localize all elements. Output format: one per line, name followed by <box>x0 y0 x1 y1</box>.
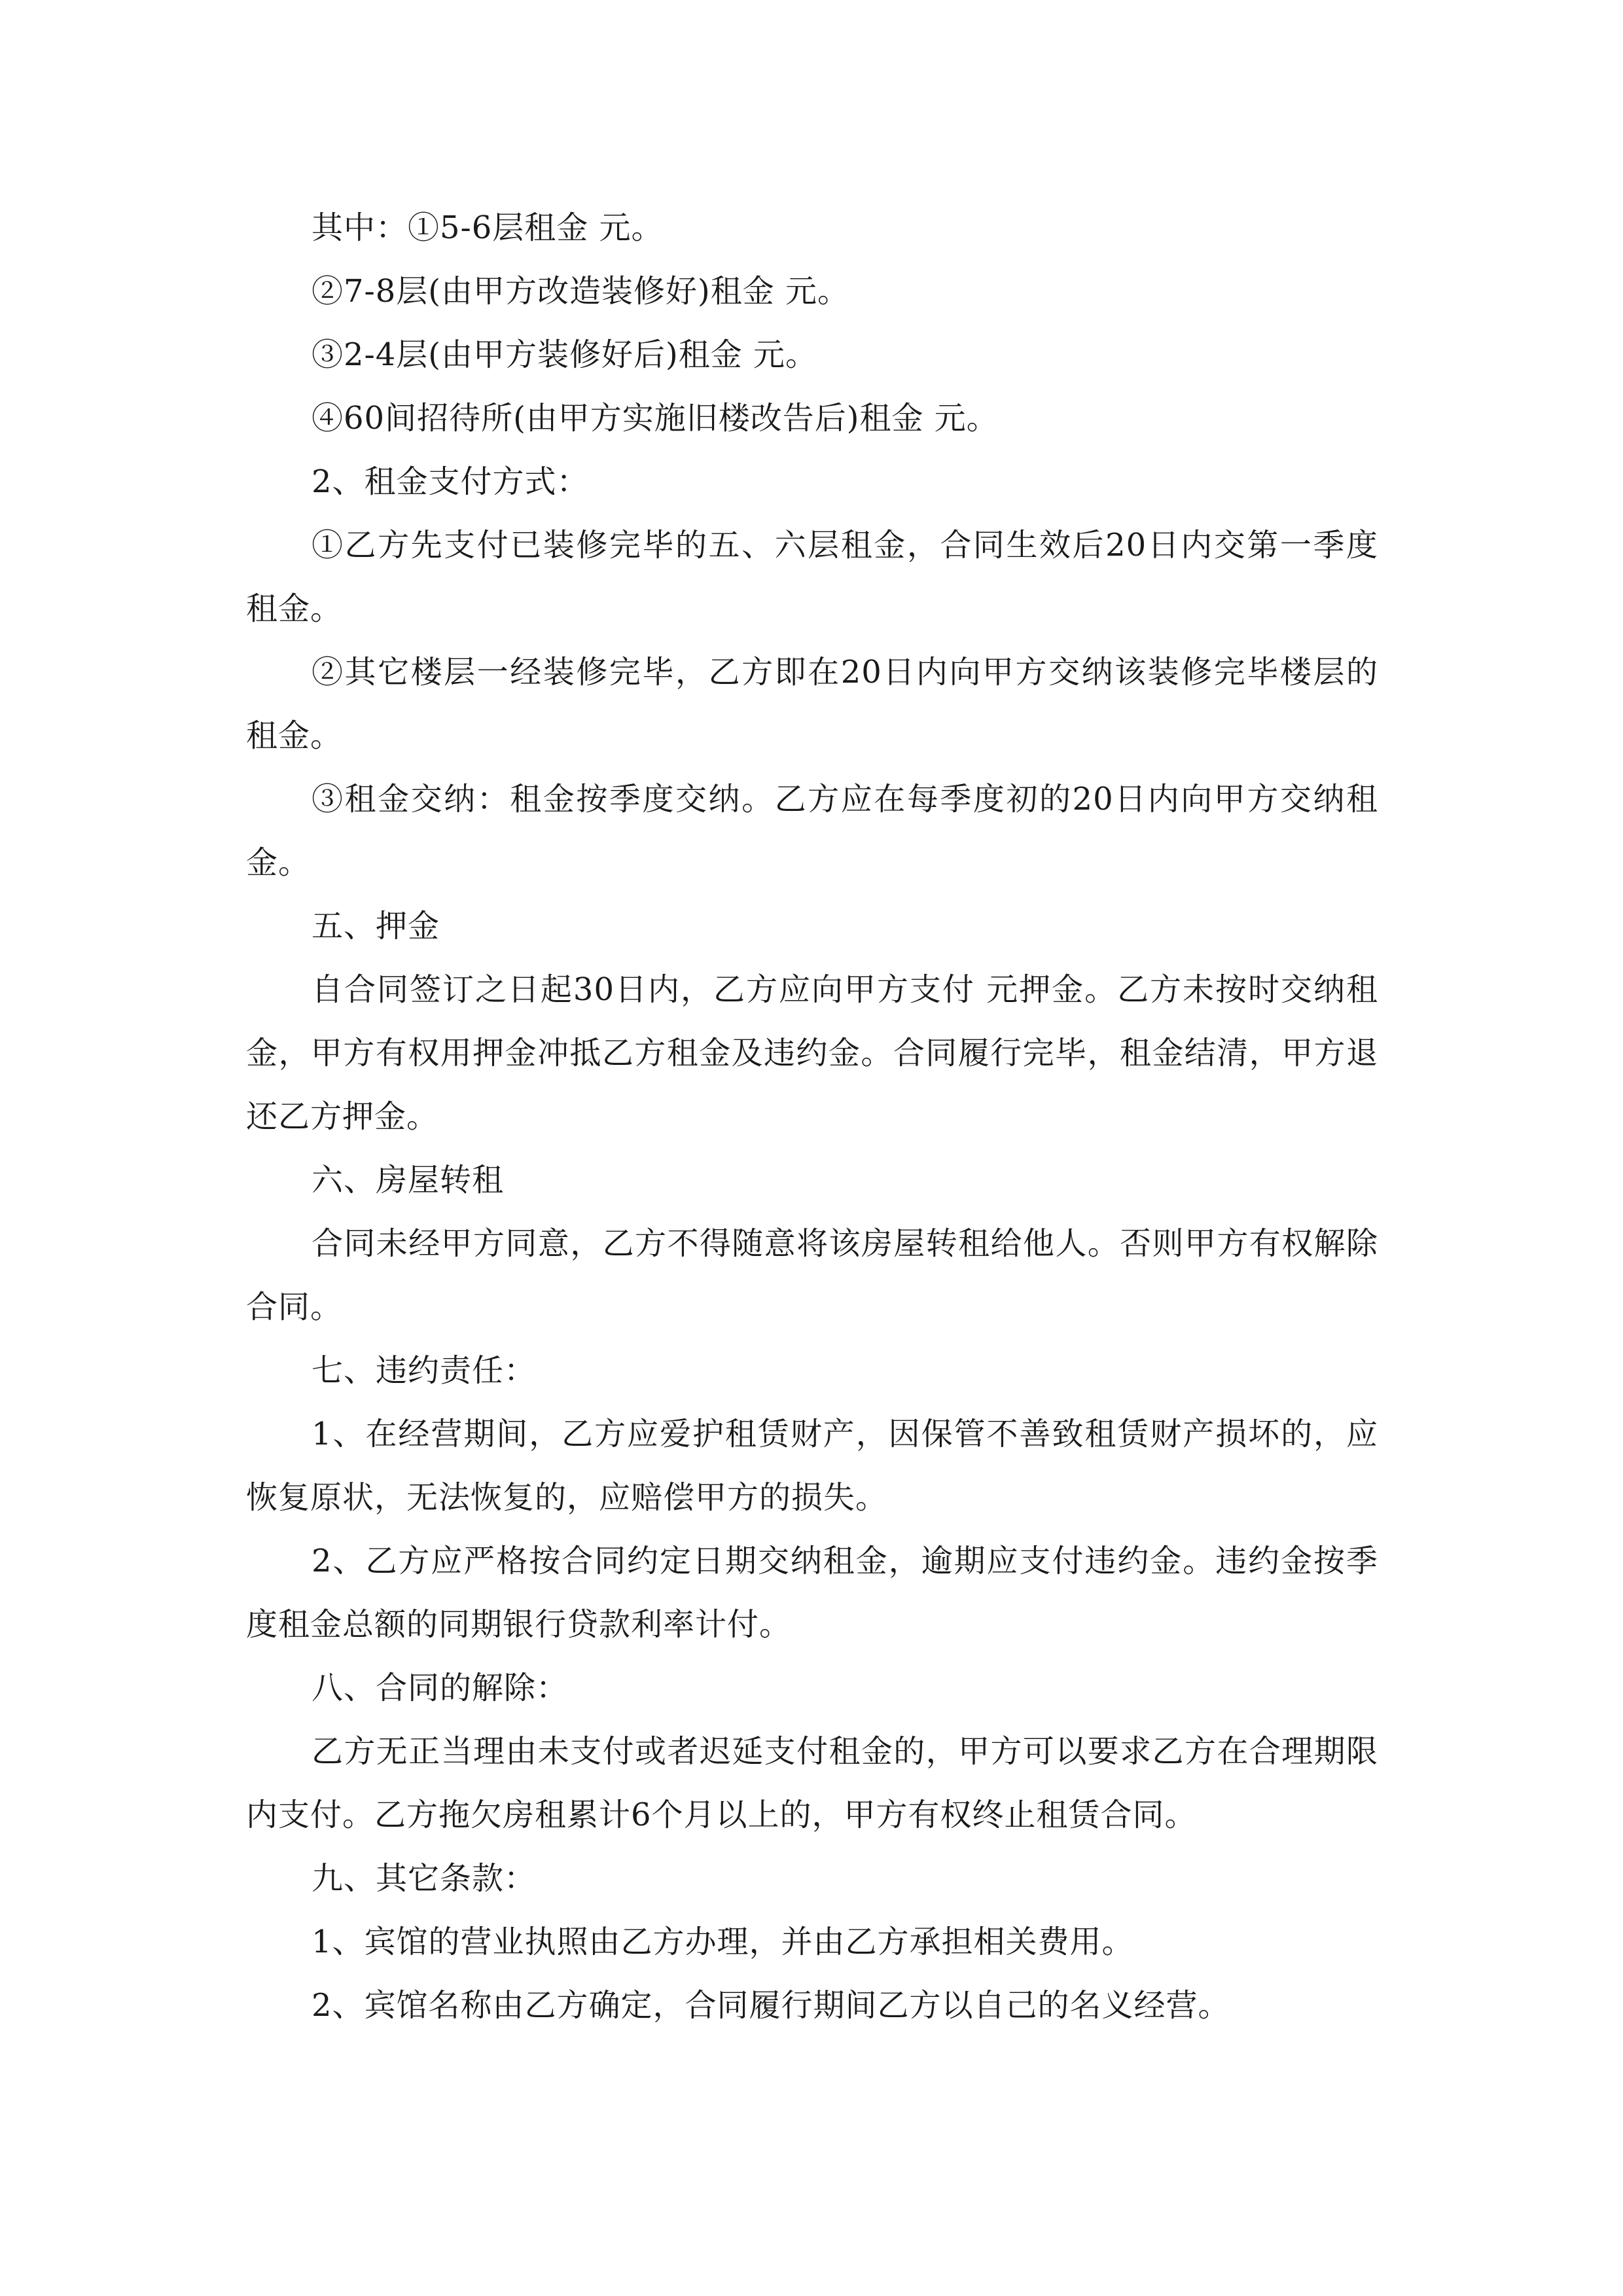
payment-clause-3: ③租金交纳：租金按季度交纳。乙方应在每季度初的20日内向甲方交纳租金。 <box>246 781 1378 881</box>
rent-item-guesthouse: ④60间招待所(由甲方实施旧楼改告后)租金 元。 <box>312 400 999 437</box>
payment-clause-2: ②其它楼层一经装修完毕，乙方即在20日内向甲方交纳该装修完毕楼层的租金。 <box>246 654 1378 754</box>
document-body <box>246 196 1378 2037</box>
deposit-heading: 五、押金 <box>312 908 440 944</box>
liability-clause-2: 2、乙方应严格按合同约定日期交纳租金，逾期应支付违约金。违约金按季度租金总额的同期银行贷款利率计付。 <box>246 1543 1378 1643</box>
termination-clause: 乙方无正当理由未支付或者迟延支付租金的，甲方可以要求乙方在合理期限内支付。乙方拖欠房租累计6个月以上的，甲方有权终止租赁合同。 <box>246 1733 1378 1833</box>
liability-clause-1: 1、在经营期间，乙方应爱护租赁财产，因保管不善致租赁财产损坏的，应恢复原状，无法恢复的，应赔偿甲方的损失。 <box>246 1416 1378 1516</box>
payment-clause-1: ①乙方先支付已装修完毕的五、六层租金，合同生效后20日内交第一季度租金。 <box>246 527 1378 627</box>
sublease-clause: 合同未经甲方同意，乙方不得随意将该房屋转租给他人。否则甲方有权解除合同。 <box>246 1225 1378 1325</box>
other-terms-clause-1: 1、宾馆的营业执照由乙方办理，并由乙方承担相关费用。 <box>312 1924 1134 1960</box>
rent-item-floors-7-8: ②7-8层(由甲方改造装修好)租金 元。 <box>312 273 850 310</box>
liability-heading: 七、违约责任： <box>312 1352 537 1389</box>
termination-heading: 八、合同的解除： <box>312 1670 569 1706</box>
deposit-clause: 自合同签订之日起30日内，乙方应向甲方支付 元押金。乙方未按时交纳租金，甲方有权用押金冲抵乙方租金及违约金。合同履行完毕，租金结清，甲方退还乙方押金。 <box>246 971 1378 1135</box>
payment-method-heading: 2、租金支付方式： <box>312 463 589 500</box>
rent-item-floors-2-4: ③2-4层(由甲方装修好后)租金 元。 <box>312 336 818 373</box>
other-terms-heading: 九、其它条款： <box>312 1860 537 1897</box>
other-terms-clause-2: 2、宾馆名称由乙方确定，合同履行期间乙方以自己的名义经营。 <box>312 1987 1230 2024</box>
sublease-heading: 六、房屋转租 <box>312 1162 505 1198</box>
rent-item-floors-5-6: 其中：①5-6层租金 元。 <box>312 209 664 246</box>
